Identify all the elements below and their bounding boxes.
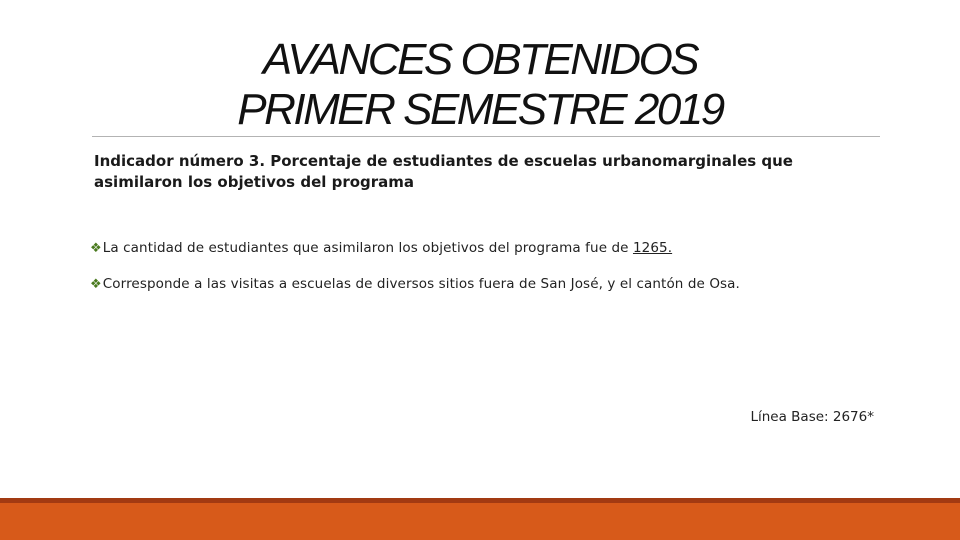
diamond-bullet-icon: ❖	[90, 241, 102, 256]
diamond-bullet-icon: ❖	[90, 277, 102, 292]
footer-band	[0, 503, 960, 540]
bullet-text: La cantidad de estudiantes que asimilaron los objetivos del programa fue de	[102, 240, 633, 256]
slide-title-line-2: PRIMER SEMESTRE 2019	[237, 85, 723, 134]
bullet-item-students	[90, 240, 890, 256]
indicator-heading: Indicador número 3. Porcentaje de estudiantes de escuelas urbanomarginales que asimilaron los objetivos del programa	[94, 152, 793, 191]
bullet-item-visits	[90, 276, 890, 292]
slide-title-line-1: AVANCES OBTENIDOS	[262, 35, 698, 84]
student-count-value: 1265.	[632, 240, 673, 256]
title-divider	[92, 136, 880, 137]
baseline-note: Línea Base: 2676*	[750, 409, 874, 425]
bullet-text: Corresponde a las visitas a escuelas de diversos sitios fuera de San José, y el cantón de Osa.	[102, 276, 740, 292]
